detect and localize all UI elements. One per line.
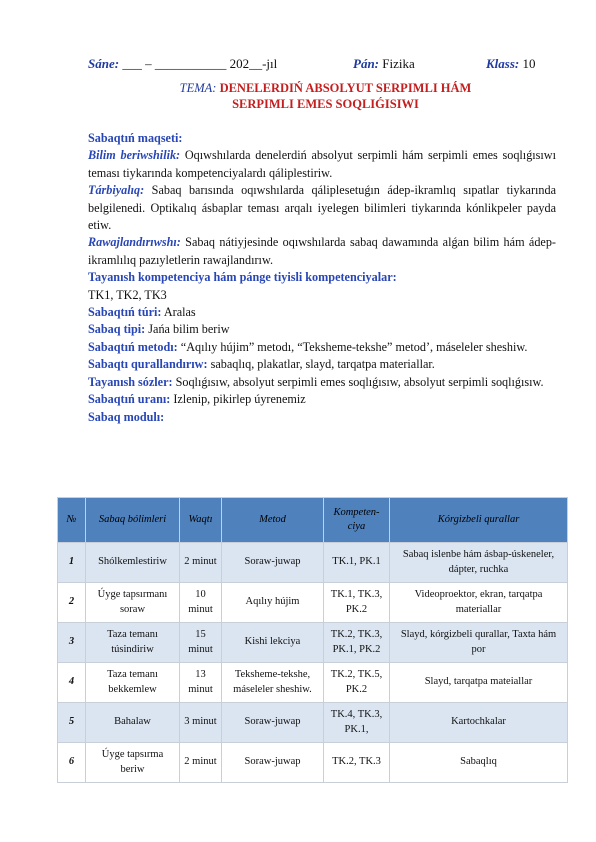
row-section: Úyge tapsırma beriw (86, 743, 180, 783)
header-section: Sabaq bólimleri (86, 498, 180, 543)
goal-upbringing: Tárbiyalıq: Sabaq barısında oqıwshılarda qáliplesetuǵın ádep-ikramlıq sıpatlar tiykarında belgilenedi. Optikalıq ásbaplar teması arqalı iyelegen bilimleri tiykarında kónlikpeler payda etiw. (88, 183, 556, 233)
row-number: 3 (58, 623, 86, 663)
row-section: Shólkemlestiriw (86, 543, 180, 583)
row-materials: Kartochkalar (390, 703, 568, 743)
competencies-heading: Tayanısh kompetenciya hám pánge tiyisli kompetenciyalar: (88, 270, 397, 285)
row-method: Kishi lekciya (222, 623, 324, 663)
row-method: Aqılıy hújim (222, 583, 324, 623)
row-competency: TK.2, TK.3 (324, 743, 390, 783)
row-method: Soraw-juwap (222, 543, 324, 583)
row-time: 10 minut (180, 583, 222, 623)
row-time: 3 minut (180, 703, 222, 743)
row-materials: Sabaqlıq (390, 743, 568, 783)
lesson-body (88, 130, 556, 426)
row-time: 13 minut (180, 663, 222, 703)
row-competency: TK.2, TK.5, PK.2 (324, 663, 390, 703)
row-number: 1 (58, 543, 86, 583)
key-words: Tayanısh sózler: Soqlıǵısıw, absolyut serpimli emes soqlıǵısıw, absolyut serpimli soqlıǵısıw. (88, 374, 544, 389)
row-competency: TK.2, TK.3, PK.1, PK.2 (324, 623, 390, 663)
competencies-list: TK1, TK2, TK3 (88, 287, 167, 302)
title-line-1: DENELERDIŃ ABSOLYUT SERPIMLI HÁM (219, 81, 472, 95)
row-method: Soraw-juwap (222, 703, 324, 743)
row-time: 2 minut (180, 543, 222, 583)
row-number: 6 (58, 743, 86, 783)
goal-developmental: Rawajlandırıwshı: Sabaq nátiyjesinde oqıwshılarda sabaq dawamında alǵan bilim hám ádep-ikramlılıq pazıyletlerin rawajlandırıw. (88, 235, 556, 267)
lesson-title (88, 80, 563, 112)
header-competency: Kompeten-ciya (324, 498, 390, 543)
row-competency: TK.1, TK.3, PK.2 (324, 583, 390, 623)
row-section: Taza temanı bekkemlew (86, 663, 180, 703)
goal-educational: Bilim beriwshilik: Oqıwshılarda denelerdiń absolyut serpimli hám serpimli emes soqlıǵısıwı teması tiykarında kompetenciyalardı qáliplestiriw. (88, 148, 556, 180)
lesson-slogan: Sabaqtıń uranı: Izlenip, pikirlep úyrenemiz (88, 392, 306, 407)
row-materials: Videoproektor, ekran, tarqatpa materiallar (390, 583, 568, 623)
row-materials: Slayd, kórgizbeli qurallar, Taxta hám por (390, 623, 568, 663)
row-materials: Slayd, tarqatpa mateiallar (390, 663, 568, 703)
row-competency: TK.1, PK.1 (324, 543, 390, 583)
table-row (58, 663, 568, 703)
table-row (58, 623, 568, 663)
subject-value: Fizika (382, 56, 415, 71)
title-line-2: SERPIMLI EMES SOQLIǴISIWI (232, 97, 419, 111)
table-row (58, 583, 568, 623)
title-label: TEMA: (179, 81, 217, 95)
row-number: 2 (58, 583, 86, 623)
lesson-kind: Sabaq tipi: Jańa bilim beriw (88, 322, 230, 337)
lesson-method: Sabaqtıń metodı: “Aqılıy hújim” metodı, “Teksheme-tekshe” metod’, máseleler sheshiw. (88, 339, 528, 354)
table-row (58, 543, 568, 583)
row-time: 15 minut (180, 623, 222, 663)
date-field (88, 56, 277, 72)
header-method: Metod (222, 498, 324, 543)
row-competency: TK.4, TK.3, PK.1, (324, 703, 390, 743)
subject-field (353, 56, 415, 72)
row-number: 5 (58, 703, 86, 743)
class-value: 10 (522, 56, 536, 71)
header-number: № (58, 498, 86, 543)
module-heading: Sabaq modulı: (88, 409, 165, 424)
date-value: ___ – ___________ 202__-jıl (122, 56, 278, 71)
header-materials: Kórgizbeli qurallar (390, 498, 568, 543)
lesson-tools: Sabaqtı qurallandırıw: sabaqlıq, plakatlar, slayd, tarqatpa materiallar. (88, 357, 435, 372)
table-header-row (58, 498, 568, 543)
row-time: 2 minut (180, 743, 222, 783)
class-field (486, 56, 535, 72)
date-label: Sáne: (88, 56, 120, 71)
class-label: Klass: (486, 56, 520, 71)
row-method: Soraw-juwap (222, 743, 324, 783)
row-section: Úyge tapsırmanı soraw (86, 583, 180, 623)
header-time: Waqtı (180, 498, 222, 543)
row-section: Taza temanı túsindiriw (86, 623, 180, 663)
table-row (58, 703, 568, 743)
lesson-module-table (57, 497, 568, 783)
row-section: Bahalaw (86, 703, 180, 743)
table-row (58, 743, 568, 783)
subject-label: Pán: (353, 56, 379, 71)
lesson-type: Sabaqtıń túri: Aralas (88, 305, 196, 320)
row-number: 4 (58, 663, 86, 703)
goal-heading: Sabaqtıń maqseti: (88, 131, 183, 145)
row-materials: Sabaq islenbe hám ásbap-úskeneler, dápter, ruchka (390, 543, 568, 583)
row-method: Teksheme-tekshe, máseleler sheshiw. (222, 663, 324, 703)
